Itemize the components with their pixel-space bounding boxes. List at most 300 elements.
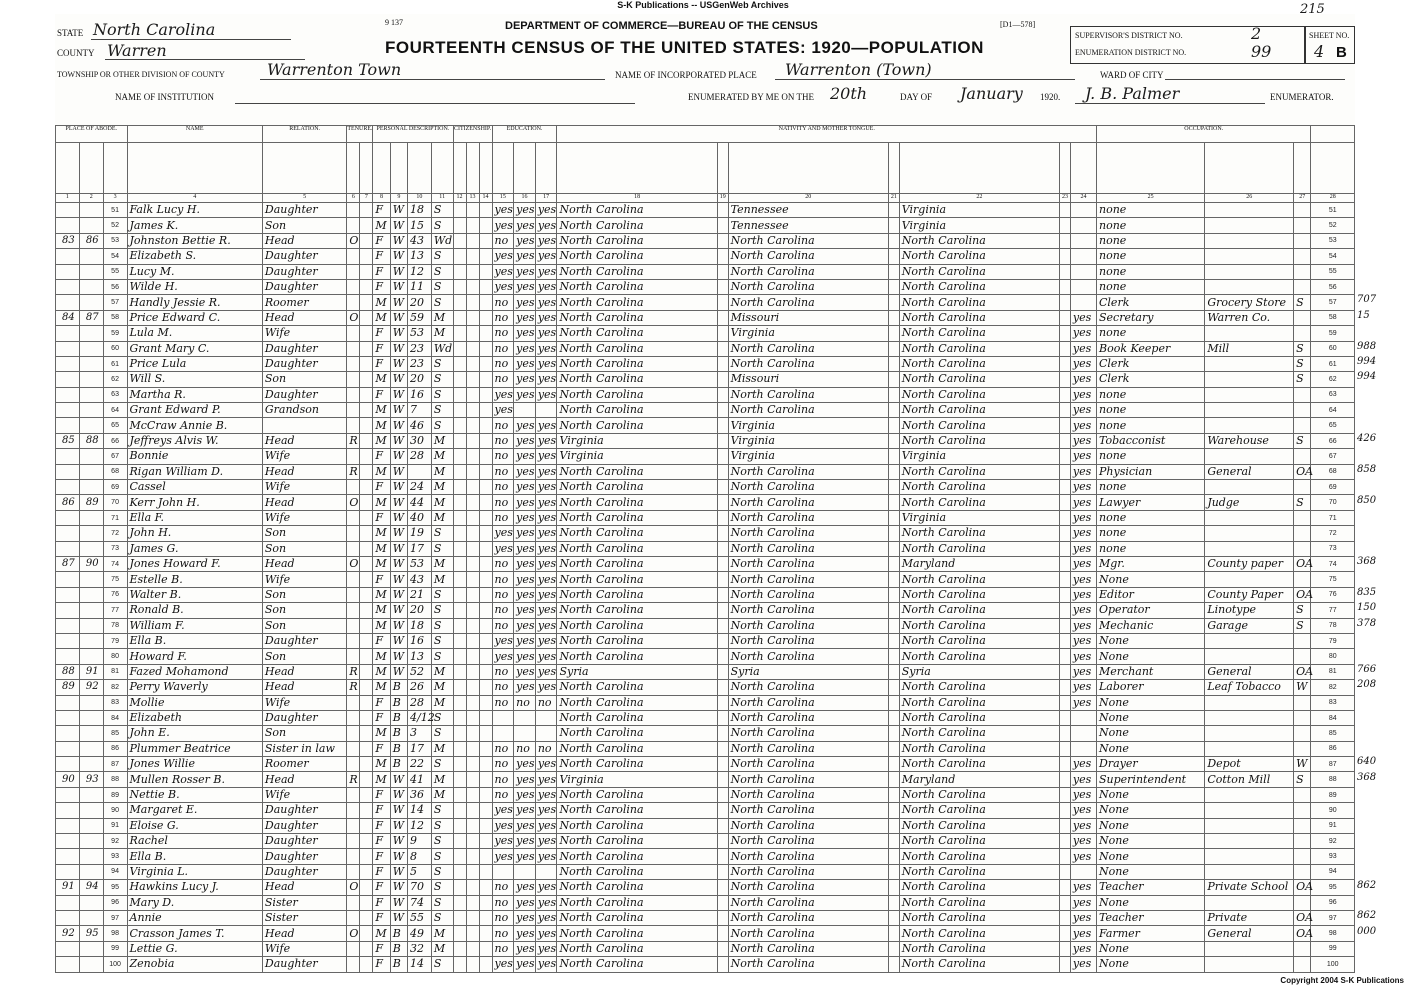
blank xyxy=(1060,526,1071,541)
blank xyxy=(466,695,479,710)
occupation: None xyxy=(1097,695,1205,710)
father-birthplace: North Carolina xyxy=(728,895,888,910)
race: W xyxy=(390,418,407,433)
person-name: Grant Mary C. xyxy=(127,341,262,356)
birthplace: Virginia xyxy=(557,772,717,787)
family-number xyxy=(79,910,103,925)
can-write: yes xyxy=(535,264,557,279)
blank xyxy=(479,510,492,525)
age: 24 xyxy=(408,480,432,495)
race: W xyxy=(390,449,407,464)
mother-birthplace: North Carolina xyxy=(899,526,1059,541)
column-number: 13 xyxy=(466,194,479,203)
birthplace: North Carolina xyxy=(557,895,717,910)
can-read: yes xyxy=(514,218,536,233)
line-number: 80 xyxy=(103,649,127,664)
industry: County paper xyxy=(1205,556,1294,571)
blank xyxy=(466,603,479,618)
blank xyxy=(1060,233,1071,248)
father-birthplace: North Carolina xyxy=(728,834,888,849)
speaks-english xyxy=(1070,295,1096,310)
sex: F xyxy=(373,941,390,956)
sex: M xyxy=(373,772,390,787)
can-write: yes xyxy=(535,618,557,633)
blank xyxy=(466,218,479,233)
attended-school: no xyxy=(492,341,514,356)
race: W xyxy=(390,572,407,587)
sex: F xyxy=(373,957,390,972)
table-row xyxy=(56,418,1355,433)
industry: Garage xyxy=(1205,618,1294,633)
blank xyxy=(1060,680,1071,695)
blank xyxy=(479,664,492,679)
enumerator-value: J. B. Palmer xyxy=(1085,84,1180,103)
attended-school: no xyxy=(492,433,514,448)
mother-birthplace: Maryland xyxy=(899,556,1059,571)
sex: F xyxy=(373,803,390,818)
occupation: Mgr. xyxy=(1097,556,1205,571)
blank xyxy=(360,587,373,602)
worker-class xyxy=(1294,480,1311,495)
father-birthplace: Tennessee xyxy=(728,203,888,218)
occupation: Lawyer xyxy=(1097,495,1205,510)
age: 16 xyxy=(408,633,432,648)
blank xyxy=(466,910,479,925)
marital-status: S xyxy=(431,834,453,849)
line-number: 84 xyxy=(103,710,127,725)
home-tenure xyxy=(347,572,360,587)
relation: Wife xyxy=(262,326,346,341)
worker-class: S xyxy=(1294,618,1311,633)
institution-label: NAME OF INSTITUTION xyxy=(115,92,214,102)
family-number xyxy=(79,326,103,341)
occupation: None xyxy=(1097,726,1205,741)
mother-birthplace: North Carolina xyxy=(899,895,1059,910)
can-read: yes xyxy=(514,556,536,571)
sex: M xyxy=(373,403,390,418)
industry xyxy=(1205,895,1294,910)
line-number-right: 86 xyxy=(1311,741,1355,756)
speaks-english xyxy=(1070,203,1096,218)
line-number: 86 xyxy=(103,741,127,756)
age: 13 xyxy=(408,649,432,664)
blank xyxy=(479,495,492,510)
worker-class: S xyxy=(1294,495,1311,510)
blank xyxy=(360,941,373,956)
speaks-english: yes xyxy=(1070,680,1096,695)
industry xyxy=(1205,480,1294,495)
column-number: 27 xyxy=(1294,194,1311,203)
industry xyxy=(1205,741,1294,756)
family-number: 86 xyxy=(79,233,103,248)
line-number-right: 76 xyxy=(1311,587,1355,602)
family-number xyxy=(79,741,103,756)
worker-class: OA xyxy=(1294,910,1311,925)
blank xyxy=(888,834,899,849)
blank xyxy=(1060,218,1071,233)
industry xyxy=(1205,449,1294,464)
blank xyxy=(479,295,492,310)
dwelling-number xyxy=(56,526,80,541)
blank xyxy=(479,433,492,448)
can-write: yes xyxy=(535,556,557,571)
mother-birthplace: North Carolina xyxy=(899,741,1059,756)
relation: Daughter xyxy=(262,818,346,833)
worker-class: OA xyxy=(1294,587,1311,602)
blank xyxy=(1060,249,1071,264)
dwelling-number xyxy=(56,510,80,525)
race: W xyxy=(390,556,407,571)
blank xyxy=(453,664,466,679)
speaks-english xyxy=(1070,264,1096,279)
can-write: yes xyxy=(535,526,557,541)
blank xyxy=(888,326,899,341)
blank xyxy=(360,433,373,448)
occupation: Clerk xyxy=(1097,372,1205,387)
can-write: yes xyxy=(535,418,557,433)
can-write: yes xyxy=(535,249,557,264)
blank xyxy=(888,664,899,679)
can-write: yes xyxy=(535,587,557,602)
line-number: 58 xyxy=(103,310,127,325)
speaks-english: yes xyxy=(1070,664,1096,679)
family-number xyxy=(79,864,103,879)
industry: General xyxy=(1205,464,1294,479)
attended-school: yes xyxy=(492,526,514,541)
dwelling-number xyxy=(56,834,80,849)
family-number xyxy=(79,587,103,602)
blank xyxy=(466,680,479,695)
speaks-english: yes xyxy=(1070,510,1096,525)
blank xyxy=(360,480,373,495)
person-name: Elizabeth S. xyxy=(127,249,262,264)
blank xyxy=(360,957,373,972)
birthplace: North Carolina xyxy=(557,787,717,802)
mother-birthplace: Virginia xyxy=(899,449,1059,464)
dwelling-number xyxy=(56,449,80,464)
blank xyxy=(717,480,728,495)
sex: F xyxy=(373,849,390,864)
person-name: Virginia L. xyxy=(127,864,262,879)
line-number: 79 xyxy=(103,633,127,648)
age: 55 xyxy=(408,910,432,925)
attended-school: no xyxy=(492,556,514,571)
age xyxy=(408,464,432,479)
blank xyxy=(466,818,479,833)
blank xyxy=(453,433,466,448)
mother-birthplace: North Carolina xyxy=(899,403,1059,418)
corner-number: 215 xyxy=(1300,2,1325,17)
industry: Warren Co. xyxy=(1205,310,1294,325)
blank xyxy=(888,556,899,571)
occupation: None xyxy=(1097,895,1205,910)
blank xyxy=(479,680,492,695)
blank xyxy=(453,834,466,849)
census-rows xyxy=(56,203,1355,973)
line-number: 83 xyxy=(103,695,127,710)
attended-school: yes xyxy=(492,633,514,648)
can-write: yes xyxy=(535,834,557,849)
blank xyxy=(479,541,492,556)
father-birthplace: North Carolina xyxy=(728,526,888,541)
race: B xyxy=(390,757,407,772)
relation: Daughter xyxy=(262,279,346,294)
blank xyxy=(717,433,728,448)
margin-note: 368 xyxy=(1357,556,1377,568)
blank xyxy=(466,449,479,464)
line-number-right: 83 xyxy=(1311,695,1355,710)
relation: Daughter xyxy=(262,264,346,279)
table-row xyxy=(56,526,1355,541)
day-label: DAY OF xyxy=(900,92,933,102)
dwelling-number: 90 xyxy=(56,772,80,787)
blank xyxy=(888,957,899,972)
blank xyxy=(717,803,728,818)
relation: Sister xyxy=(262,910,346,925)
blank xyxy=(360,556,373,571)
sex: F xyxy=(373,880,390,895)
blank xyxy=(479,926,492,941)
line-number-right: 56 xyxy=(1311,279,1355,294)
blank xyxy=(453,849,466,864)
relation: Wife xyxy=(262,510,346,525)
attended-school: no xyxy=(492,603,514,618)
birthplace: North Carolina xyxy=(557,603,717,618)
speaks-english: yes xyxy=(1070,572,1096,587)
father-birthplace: North Carolina xyxy=(728,957,888,972)
can-read: yes xyxy=(514,787,536,802)
blank xyxy=(888,910,899,925)
table-row xyxy=(56,341,1355,356)
occupation: none xyxy=(1097,480,1205,495)
birthplace: North Carolina xyxy=(557,710,717,725)
blank xyxy=(466,203,479,218)
birthplace: North Carolina xyxy=(557,695,717,710)
blank xyxy=(888,603,899,618)
marital-status: S xyxy=(431,541,453,556)
industry xyxy=(1205,279,1294,294)
relation: Daughter xyxy=(262,633,346,648)
table-row xyxy=(56,464,1355,479)
home-tenure: R xyxy=(347,772,360,787)
blank xyxy=(453,233,466,248)
sex: F xyxy=(373,264,390,279)
birthplace: North Carolina xyxy=(557,403,717,418)
attended-school: no xyxy=(492,910,514,925)
blank xyxy=(717,941,728,956)
blank xyxy=(1060,633,1071,648)
blank xyxy=(360,233,373,248)
column-number: 22 xyxy=(899,194,1059,203)
blank xyxy=(360,295,373,310)
industry xyxy=(1205,695,1294,710)
speaks-english: yes xyxy=(1070,526,1096,541)
blank xyxy=(1060,418,1071,433)
person-name: Rachel xyxy=(127,834,262,849)
relation: Daughter xyxy=(262,356,346,371)
family-number: 88 xyxy=(79,433,103,448)
can-write: yes xyxy=(535,203,557,218)
age: 18 xyxy=(408,618,432,633)
mother-birthplace: North Carolina xyxy=(899,233,1059,248)
relation: Head xyxy=(262,664,346,679)
attended-school: no xyxy=(492,787,514,802)
table-row xyxy=(56,372,1355,387)
birthplace: North Carolina xyxy=(557,356,717,371)
can-read: yes xyxy=(514,910,536,925)
blank xyxy=(466,710,479,725)
blank xyxy=(466,926,479,941)
relation: Daughter xyxy=(262,710,346,725)
blank xyxy=(479,910,492,925)
sex: F xyxy=(373,910,390,925)
dwelling-number xyxy=(56,710,80,725)
blank xyxy=(888,372,899,387)
occupation: none xyxy=(1097,526,1205,541)
marital-status: S xyxy=(431,957,453,972)
family-number xyxy=(79,849,103,864)
family-number: 89 xyxy=(79,495,103,510)
blank xyxy=(888,787,899,802)
father-birthplace: North Carolina xyxy=(728,510,888,525)
race: W xyxy=(390,849,407,864)
occupation: Book Keeper xyxy=(1097,341,1205,356)
person-name: Price Lula xyxy=(127,356,262,371)
mother-birthplace: North Carolina xyxy=(899,649,1059,664)
can-read: yes xyxy=(514,480,536,495)
sex: M xyxy=(373,757,390,772)
occupation: Editor xyxy=(1097,587,1205,602)
relation: Head xyxy=(262,926,346,941)
can-write: yes xyxy=(535,680,557,695)
blank xyxy=(360,279,373,294)
age: 74 xyxy=(408,895,432,910)
line-number-right: 87 xyxy=(1311,757,1355,772)
blank xyxy=(453,249,466,264)
line-number: 74 xyxy=(103,556,127,571)
person-name: Annie xyxy=(127,910,262,925)
dwelling-number xyxy=(56,218,80,233)
blank xyxy=(466,310,479,325)
birthplace: North Carolina xyxy=(557,218,717,233)
home-tenure: O xyxy=(347,880,360,895)
age: 17 xyxy=(408,541,432,556)
blank xyxy=(888,279,899,294)
speaks-english: yes xyxy=(1070,941,1096,956)
blank xyxy=(453,726,466,741)
column-number: 23 xyxy=(1060,194,1071,203)
family-number xyxy=(79,403,103,418)
race: W xyxy=(390,541,407,556)
home-tenure xyxy=(347,249,360,264)
margin-note: 640 xyxy=(1357,756,1377,768)
enumeration-district-value: 99 xyxy=(1251,42,1272,61)
line-number: 51 xyxy=(103,203,127,218)
table-row xyxy=(56,880,1355,895)
blank xyxy=(360,249,373,264)
occupation: none xyxy=(1097,510,1205,525)
blank xyxy=(360,695,373,710)
line-number: 70 xyxy=(103,495,127,510)
blank xyxy=(1060,910,1071,925)
relation: Son xyxy=(262,218,346,233)
blank xyxy=(717,510,728,525)
person-name: Mollie xyxy=(127,695,262,710)
family-number xyxy=(79,295,103,310)
blank xyxy=(453,633,466,648)
person-name: John E. xyxy=(127,726,262,741)
table-row xyxy=(56,310,1355,325)
person-name: Will S. xyxy=(127,372,262,387)
occupation: Merchant xyxy=(1097,664,1205,679)
age: 12 xyxy=(408,264,432,279)
person-name: Bonnie xyxy=(127,449,262,464)
occupation: None xyxy=(1097,710,1205,725)
speaks-english xyxy=(1070,218,1096,233)
blank xyxy=(1060,310,1071,325)
mother-birthplace: North Carolina xyxy=(899,880,1059,895)
blank xyxy=(888,695,899,710)
sex: F xyxy=(373,279,390,294)
can-write: yes xyxy=(535,341,557,356)
can-write xyxy=(535,710,557,725)
birthplace: North Carolina xyxy=(557,480,717,495)
blank xyxy=(453,741,466,756)
blank xyxy=(479,649,492,664)
birthplace: North Carolina xyxy=(557,587,717,602)
can-read xyxy=(514,726,536,741)
home-tenure xyxy=(347,387,360,402)
blank xyxy=(466,726,479,741)
speaks-english: yes xyxy=(1070,356,1096,371)
column-number: 28 xyxy=(1311,194,1355,203)
line-number: 97 xyxy=(103,910,127,925)
dwelling-number xyxy=(56,587,80,602)
attended-school: no xyxy=(492,295,514,310)
sex: M xyxy=(373,372,390,387)
blank xyxy=(360,803,373,818)
blank xyxy=(453,803,466,818)
table-row xyxy=(56,587,1355,602)
blank xyxy=(888,403,899,418)
can-write: yes xyxy=(535,880,557,895)
occupation: Laborer xyxy=(1097,680,1205,695)
sex: F xyxy=(373,449,390,464)
family-number xyxy=(79,834,103,849)
can-read: yes xyxy=(514,264,536,279)
person-name: Johnston Bettie R. xyxy=(127,233,262,248)
industry xyxy=(1205,264,1294,279)
marital-status: S xyxy=(431,603,453,618)
industry xyxy=(1205,418,1294,433)
father-birthplace: North Carolina xyxy=(728,757,888,772)
blank xyxy=(1060,757,1071,772)
attended-school: no xyxy=(492,757,514,772)
form-code: 9 137 xyxy=(385,18,403,27)
relation: Daughter xyxy=(262,387,346,402)
race: B xyxy=(390,710,407,725)
speaks-english: yes xyxy=(1070,464,1096,479)
worker-class xyxy=(1294,264,1311,279)
table-row xyxy=(56,726,1355,741)
occupation: Superintendent xyxy=(1097,772,1205,787)
mother-birthplace: North Carolina xyxy=(899,787,1059,802)
marital-status: S xyxy=(431,633,453,648)
blank xyxy=(453,510,466,525)
speaks-english: yes xyxy=(1070,541,1096,556)
occupation: Drayer xyxy=(1097,757,1205,772)
blank xyxy=(453,895,466,910)
